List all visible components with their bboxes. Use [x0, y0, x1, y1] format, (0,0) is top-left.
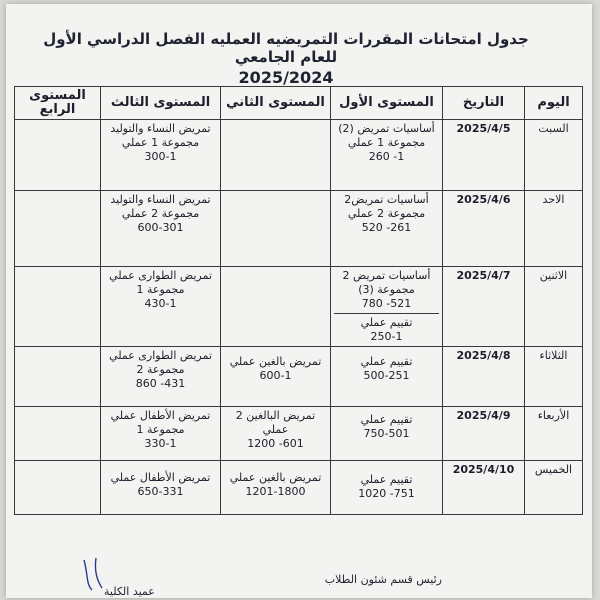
table-row: [15, 461, 583, 515]
level-4-cell: [15, 191, 101, 267]
cell-line: مجموعة 1: [136, 283, 185, 296]
cell-line: 751- 1020: [358, 487, 415, 500]
cell-line: مجموعة 1 عملي: [121, 136, 200, 149]
cell-line: 650-331: [137, 485, 184, 498]
cell-line: تمريض الطوارى عملي: [109, 349, 212, 362]
day-cell: السبت: [525, 120, 583, 191]
level-3-cell: [101, 191, 221, 267]
level-1-cell: [331, 191, 443, 267]
cell-line: 330-1: [144, 437, 177, 450]
dean-label: عميد الكلية: [104, 585, 155, 598]
level-1-cell: [331, 347, 443, 407]
table-row: [15, 347, 583, 407]
cell-line: أساسيات تمريض 2: [342, 269, 431, 282]
cell-line: مجموعة 1 عملي: [347, 136, 426, 149]
cell-line: تمريض الأطفال عملي: [110, 471, 211, 484]
header-date: التاريخ: [443, 87, 525, 120]
cell-line: مجموعة (3): [358, 283, 415, 296]
exam-schedule-table: [14, 86, 583, 515]
day-cell: الاثنين: [525, 267, 583, 347]
cell-line: مجموعة 2 عملي: [121, 207, 200, 220]
day-cell: الثلاثاء: [525, 347, 583, 407]
cell-line: أساسيات تمريض (2): [338, 122, 435, 135]
level-4-cell: [15, 267, 101, 347]
cell-line: تمريض الأطفال عملي: [110, 409, 211, 422]
cell-line: 300-1: [144, 150, 177, 163]
level-1-upper: [334, 269, 439, 314]
cell-line: مجموعة 2 عملي: [347, 207, 426, 220]
cell-line: مجموعة 1: [136, 423, 185, 436]
level-2-cell: [221, 120, 331, 191]
table-row: [15, 191, 583, 267]
cell-line: تقييم عملي: [360, 413, 413, 426]
cell-line: عملي: [262, 423, 289, 436]
cell-line: تمريض بالغين عملي: [229, 355, 322, 368]
cell-line: 261- 520: [361, 221, 412, 234]
cell-line: تقييم عملي: [360, 355, 413, 368]
header-level-3: المستوى الثالث: [101, 87, 221, 120]
level-4-cell: [15, 407, 101, 461]
cell-line: 431- 860: [135, 377, 186, 390]
cell-line: تمريض النساء والتوليد: [110, 193, 211, 206]
cell-line: 1201-1800: [245, 485, 306, 498]
cell-line: 250-1: [370, 330, 403, 343]
date-cell: 2025/4/5: [443, 120, 525, 191]
level-3-cell: [101, 267, 221, 347]
table-row: [15, 407, 583, 461]
cell-line: تمريض الطوارى عملي: [109, 269, 212, 282]
cell-line: 601- 1200: [247, 437, 304, 450]
cell-line: تقييم عملي: [360, 316, 413, 329]
academic-year: 2025/2024: [238, 68, 334, 87]
date-cell: 2025/4/8: [443, 347, 525, 407]
cell-line: مجموعة 2: [136, 363, 185, 376]
cell-line: 750-501: [363, 427, 410, 440]
level-2-cell: [221, 347, 331, 407]
cell-line: تمريض البالغين 2: [235, 409, 316, 422]
date-cell: 2025/4/10: [443, 461, 525, 515]
cell-line: 600-1: [259, 369, 292, 382]
student-affairs-head-label: رئيس قسم شئون الطلاب: [324, 573, 442, 586]
level-4-cell: [15, 347, 101, 407]
level-1-cell: [331, 267, 443, 347]
level-2-cell: [221, 267, 331, 347]
cell-line: تقييم عملي: [360, 473, 413, 486]
level-3-cell: [101, 347, 221, 407]
document-page: [6, 4, 592, 598]
cell-line: تمريض بالغين عملي: [229, 471, 322, 484]
header-level-4: المستوى الرابع: [15, 87, 101, 120]
level-1-cell: [331, 461, 443, 515]
header-level-1: المستوى الأول: [331, 87, 443, 120]
level-3-cell: [101, 461, 221, 515]
cell-line: 1- 260: [368, 150, 405, 163]
date-cell: 2025/4/6: [443, 191, 525, 267]
level-4-cell: [15, 461, 101, 515]
cell-line: 521- 780: [361, 297, 412, 310]
date-cell: 2025/4/7: [443, 267, 525, 347]
level-3-cell: [101, 120, 221, 191]
date-cell: 2025/4/9: [443, 407, 525, 461]
level-2-cell: [221, 191, 331, 267]
cell-line: 600-301: [137, 221, 184, 234]
cell-line: 430-1: [144, 297, 177, 310]
cell-line: 500-251: [363, 369, 410, 382]
level-1-cell: [331, 407, 443, 461]
table-row: [15, 267, 583, 347]
level-3-cell: [101, 407, 221, 461]
level-1-cell: [331, 120, 443, 191]
header-level-2: المستوى الثاني: [221, 87, 331, 120]
day-cell: الأربعاء: [525, 407, 583, 461]
level-2-cell: [221, 407, 331, 461]
header-row: [15, 87, 583, 120]
table-row: [15, 120, 583, 191]
day-cell: الخميس: [525, 461, 583, 515]
schedule-title: جدول امتحانات المقررات التمريضيه العمليه الفصل الدراسي الأول للعام الجامعي: [43, 30, 529, 66]
level-4-cell: [15, 120, 101, 191]
cell-line: أساسيات تمريض2: [344, 193, 429, 206]
day-cell: الاحد: [525, 191, 583, 267]
level-2-cell: [221, 461, 331, 515]
cell-line: تمريض النساء والتوليد: [110, 122, 211, 135]
header-day: اليوم: [525, 87, 583, 120]
